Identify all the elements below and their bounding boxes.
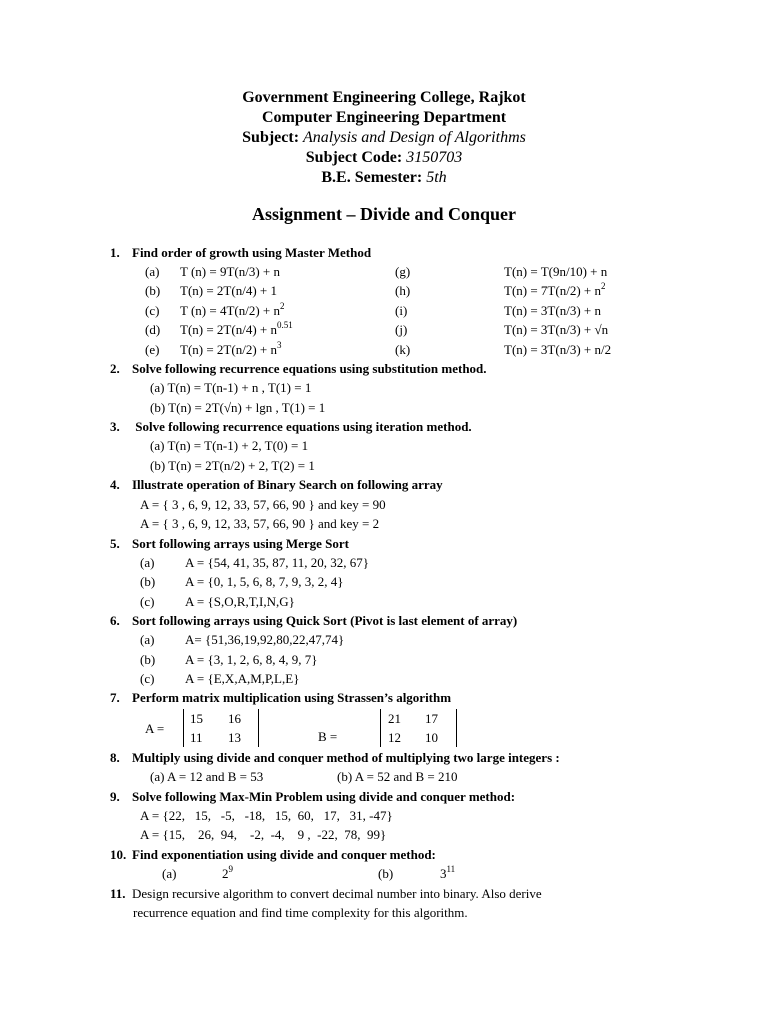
semester-line [0,168,768,188]
department-name: Computer Engineering Department [261,109,507,126]
q8-item-a: (a) A = 12 and B = 53 [150,769,264,784]
q5-expr-c: A = {S,O,R,T,I,N,G} [185,594,295,609]
subject-label: Subject: [242,129,300,146]
question-number: 8. [110,750,120,765]
q1-expr-g: T(n) = T(9n/10) + n [504,264,608,279]
q8-item-b: (b) A = 52 and B = 210 [337,769,458,784]
q1-label-g: (g) [395,264,411,279]
q1-label-j: (j) [395,322,408,337]
q10-power-a: $2^9$ [222,864,233,881]
matrix-b-label: B = [318,729,338,744]
college-name: Government Engineering College, Rajkot [242,89,526,106]
q1-expr-a: T (n) = 9T(n/3) + n [180,264,280,279]
q6-expr-a: A= {51,36,19,92,80,22,47,74} [185,632,345,647]
q1-label-e: (e) [145,342,160,357]
question-text: Find exponentiation using divide and conquer method: [132,847,436,862]
subject-line [0,128,768,148]
semester-label: B.E. Semester: [321,169,423,186]
question-text: Perform matrix multiplication using Strassen’s algorithm [132,690,452,705]
q1-expr-j: T(n) = 3T(n/3) + √n [504,322,609,337]
question-11 [110,885,542,902]
question-7 [110,689,451,706]
q1-label-k: (k) [395,342,411,357]
question-8 [110,749,560,766]
q5-expr-a: A = {54, 41, 35, 87, 11, 20, 32, 67} [185,555,369,570]
matrix-a-cell: 15 [190,711,203,726]
assignment-title: Assignment – Divide and Conquer [251,204,517,224]
q6-label-b: (b) [140,652,156,667]
question-text: Design recursive algorithm to convert decimal number into binary. Also derive [132,886,542,901]
q9-item-1: A = {22, 15, -5, -18, 15, 60, 17, 31, -47} [140,808,393,823]
matrix-b-cell: 12 [388,730,401,745]
q2-item-a: (a) T(n) = T(n-1) + n , T(1) = 1 [150,380,312,395]
question-9 [110,788,515,805]
matrix-a-cell: 11 [190,730,203,745]
subject-code-line [0,148,768,168]
q1-expr-h: $T(n) = 7T(n/2) + n^2$ [504,281,606,298]
question-5 [110,535,349,552]
q1-expr-e: $T(n) = 2T(n/2) + n^3$ [180,340,282,357]
subject-value: Analysis and Design of Algorithms [303,129,526,146]
q6-expr-c: A = {E,X,A,M,P,L,E} [185,671,300,686]
q6-label-a: (a) [140,632,155,647]
q3-item-b: (b) T(n) = 2T(n/2) + 2, T(2) = 1 [150,458,315,473]
q5-label-c: (c) [140,594,155,609]
matrix-a-cell: 16 [228,711,241,726]
q10-power-b: $3^{11}$ [440,864,456,881]
question-text: Sort following arrays using Quick Sort (Pivot is last element of array) [132,613,518,628]
matrix-a-right-bar [258,709,259,747]
q1-label-i: (i) [395,303,408,318]
q4-item-2: A = { 3 , 6, 9, 12, 33, 57, 66, 90 } and key = 2 [140,516,380,531]
q1-label-b: (b) [145,283,161,298]
matrix-b-left-bar [380,709,381,747]
q5-label-a: (a) [140,555,155,570]
q3-item-a: (a) T(n) = T(n-1) + 2, T(0) = 1 [150,438,309,453]
question-number: 9. [110,789,120,804]
q10-label-b: (b) [378,866,394,881]
q1-expr-c: T $(n) = 4T(n/2) + n^2$ [180,301,285,318]
matrix-b-cell: 17 [425,711,438,726]
q5-label-b: (b) [140,574,156,589]
question-text: Multiply using divide and conquer method of multiplying two large integers : [132,750,560,765]
question-text: Solve following recurrence equations using iteration method. [132,419,472,434]
matrix-a-cell: 13 [228,730,241,745]
q1-label-c: (c) [145,303,160,318]
q1-label-d: (d) [145,322,161,337]
q9-item-2: A = {15, 26, 94, -2, -4, 9 , -22, 78, 99} [140,827,387,842]
question-number: 4. [110,477,120,492]
matrix-b-cell: 21 [388,711,401,726]
question-number: 2. [110,361,120,376]
question-10 [110,846,436,863]
question-number: 7. [110,690,120,705]
q2-item-b: (b) T(n) = 2T(√n) + lgn , T(1) = 1 [150,400,326,415]
matrix-b-cell: 10 [425,730,438,745]
question-2 [110,360,487,377]
question-text: Sort following arrays using Merge Sort [132,536,350,551]
question-text: Find order of growth using Master Method [132,245,372,260]
question-text: Illustrate operation of Binary Search on following array [132,477,443,492]
q1-expr-b: T(n) = 2T(n/4) + 1 [180,283,277,298]
subject-code-label: Subject Code: [305,149,403,166]
q1-expr-i: T(n) = 3T(n/3) + n [504,303,601,318]
question-number: 11. [110,886,126,901]
question-number: 10. [110,847,127,862]
subject-code-value: 3150703 [406,149,463,166]
matrix-a-label: A = [145,721,165,736]
question-number: 1. [110,245,120,260]
q1-expr-k: T(n) = 3T(n/3) + n/2 [504,342,612,357]
matrix-b-right-bar [456,709,457,747]
semester-value: 5th [426,169,447,186]
question-4 [110,476,443,493]
q5-expr-b: A = {0, 1, 5, 6, 8, 7, 9, 3, 2, 4} [185,574,344,589]
q10-label-a: (a) [162,866,177,881]
q1-label-a: (a) [145,264,160,279]
question-3 [110,418,472,435]
matrix-a-left-bar [183,709,184,747]
q6-expr-b: A = {3, 1, 2, 6, 8, 4, 9, 7} [185,652,318,667]
question-6 [110,612,517,629]
q4-item-1: A = { 3 , 6, 9, 12, 33, 57, 66, 90 } and key = 90 [140,497,386,512]
question-number: 5. [110,536,120,551]
question-1 [110,244,371,261]
q6-label-c: (c) [140,671,155,686]
question-text: Solve following recurrence equations using substitution method. [132,361,487,376]
question-11-continued: recurrence equation and find time complexity for this algorithm. [133,905,468,920]
question-number: 3. [110,419,120,434]
question-text: Solve following Max-Min Problem using divide and conquer method: [132,789,516,804]
question-number: 6. [110,613,120,628]
q1-expr-d: $T(n) = 2T(n/4) + n^{0.51}$ [180,320,293,337]
q1-label-h: (h) [395,283,411,298]
